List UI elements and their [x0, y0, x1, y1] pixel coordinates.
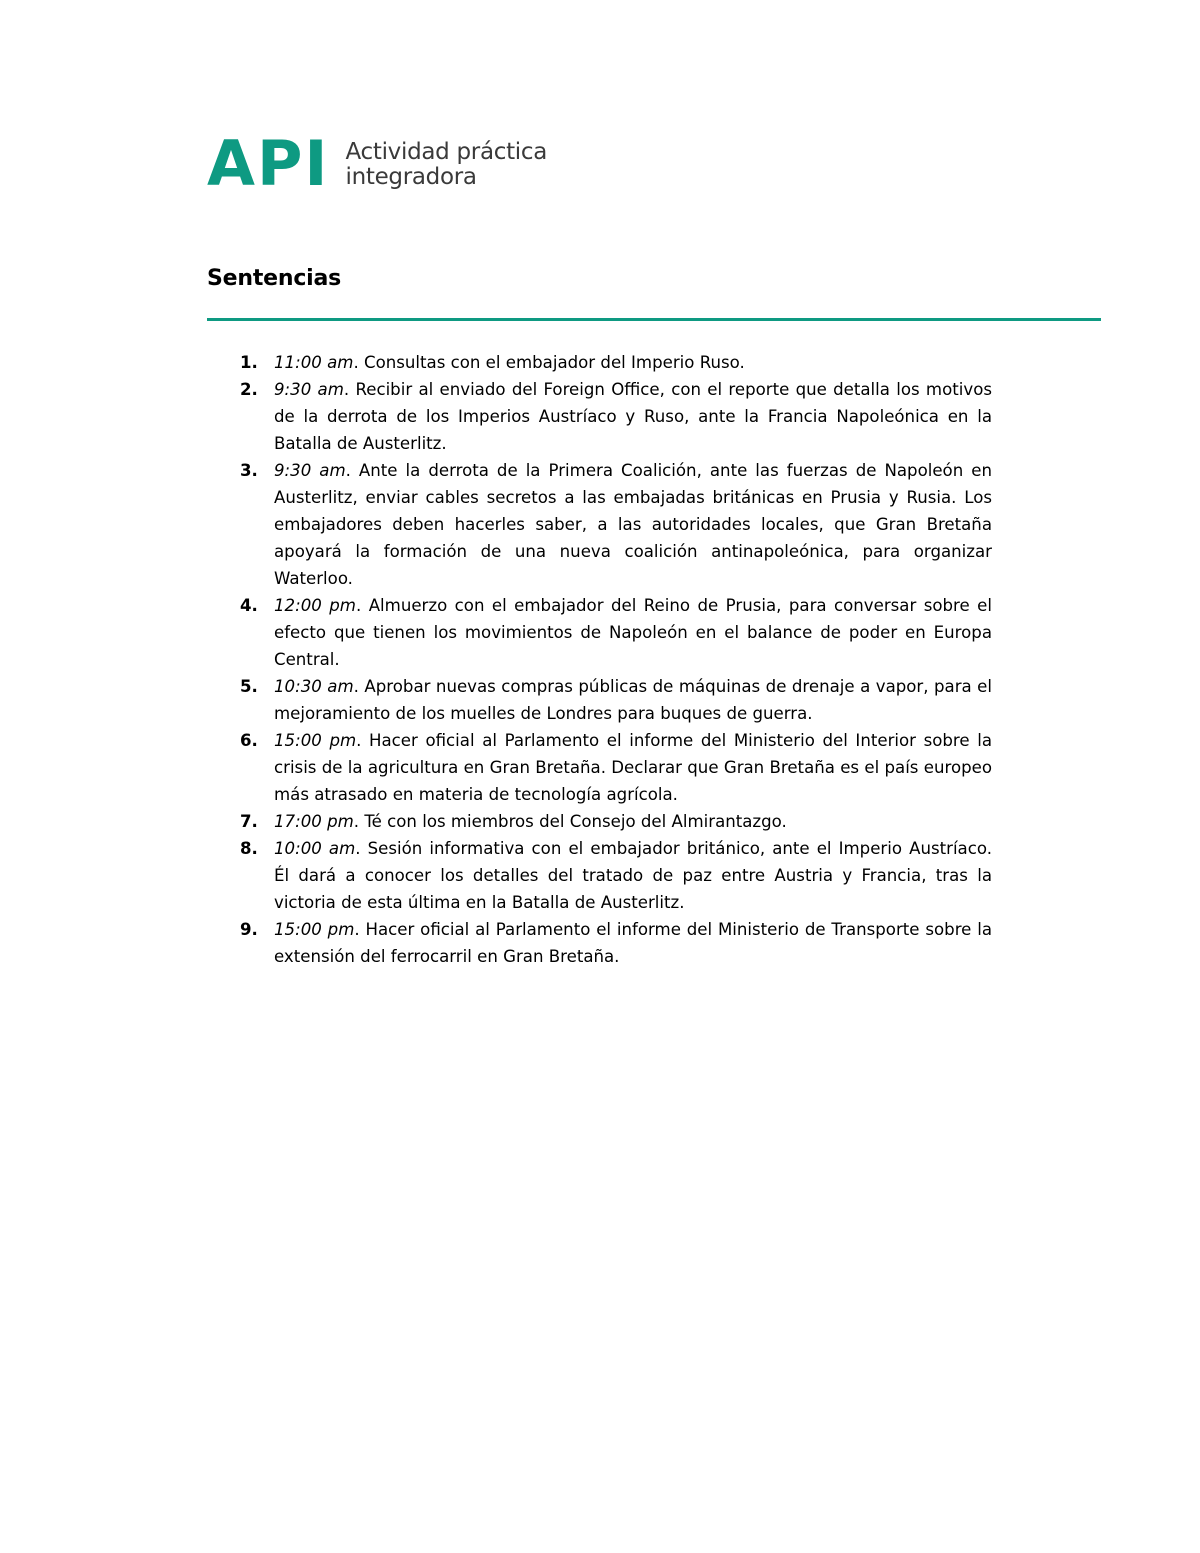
sentence-time: 15:00 pm: [274, 920, 355, 939]
sentence-number: 8.: [240, 839, 258, 858]
logo-subtitle: [346, 138, 548, 190]
sentence-item: [240, 808, 992, 835]
logo-subtitle-line-1: Actividad práctica: [345, 139, 548, 165]
sentence-time: 9:30 am: [274, 380, 344, 399]
sentence-text: . Sesión informativa con el embajador británico, ante el Imperio Austríaco. Él dará a conocer los detalles del tratado de paz entre Austria y Francia, tras la victoria de esta última en la Batalla de Austerlitz.: [274, 839, 992, 912]
sentence-text: . Almuerzo con el embajador del Reino de Prusia, para conversar sobre el efecto que tienen los movimientos de Napoleón en el balance de poder en Europa Central.: [274, 596, 992, 669]
sentence-text: . Aprobar nuevas compras públicas de máquinas de drenaje a vapor, para el mejoramiento de los muelles de Londres para buques de guerra.: [274, 677, 993, 723]
sentence-number: 1.: [240, 353, 258, 372]
sentence-text: . Hacer oficial al Parlamento el informe del Ministerio de Transporte sobre la extensión del ferrocarril en Gran Bretaña.: [274, 920, 992, 966]
sentence-item: [240, 457, 992, 592]
section-title: Sentencias: [207, 266, 342, 291]
sentences-list: [240, 349, 992, 970]
sentence-text: . Té con los miembros del Consejo del Almirantazgo.: [353, 812, 787, 831]
sentence-item: [240, 349, 992, 376]
sentence-body: [274, 592, 992, 673]
sentence-time: 17:00 pm: [274, 812, 354, 831]
sentence-text: . Hacer oficial al Parlamento el informe del Ministerio del Interior sobre la crisis de la agricultura en Gran Bretaña. Declarar que Gran Bretaña es el país europeo más atrasado en materia de tecnología agrícola.: [274, 731, 992, 804]
sentence-number: 7.: [240, 812, 258, 831]
sentence-time: 12:00 pm: [274, 596, 356, 615]
sentence-text: . Consultas con el embajador del Imperio Ruso.: [353, 353, 745, 372]
sentence-time: 10:30 am: [274, 677, 354, 696]
sentence-body: [274, 727, 992, 808]
sentence-body: [274, 457, 992, 592]
sentence-body: [274, 916, 992, 970]
sentence-number: 2.: [240, 380, 258, 399]
logo-subtitle-line-2: integradora: [345, 164, 477, 190]
sentence-body: [274, 376, 992, 457]
section-divider: [207, 318, 1101, 321]
sentence-number: 4.: [240, 596, 258, 615]
sentence-number: 3.: [240, 461, 258, 480]
sentence-body: [274, 808, 992, 835]
sentence-body: [274, 349, 992, 376]
sentence-number: 9.: [240, 920, 258, 939]
sentence-time: 15:00 pm: [274, 731, 357, 750]
sentence-text: . Ante la derrota de la Primera Coalición, ante las fuerzas de Napoleón en Austerlitz, enviar cables secretos a las embajadas británicas en Prusia y Rusia. Los embajadores deben hacerles saber, a las autoridades locales, que Gran Bretaña apoyará la formación de una nueva coalición antinapoleónica, para organizar Waterloo.: [274, 461, 992, 588]
sentence-item: [240, 727, 992, 808]
sentence-item: [240, 916, 992, 970]
sentence-body: [274, 835, 992, 916]
api-logo: [207, 127, 548, 200]
sentence-item: [240, 592, 992, 673]
sentence-text: . Recibir al enviado del Foreign Office, con el reporte que detalla los motivos de la derrota de los Imperios Austríaco y Ruso, ante la Francia Napoleónica en la Batalla de Austerlitz.: [274, 380, 992, 453]
sentence-item: [240, 673, 992, 727]
sentence-item: [240, 376, 992, 457]
sentence-body: [274, 673, 992, 727]
sentence-number: 6.: [240, 731, 258, 750]
logo-mark: API: [207, 127, 330, 200]
sentence-time: 10:00 am: [274, 839, 356, 858]
sentence-number: 5.: [240, 677, 258, 696]
sentence-item: [240, 835, 992, 916]
sentence-time: 11:00 am: [274, 353, 354, 372]
sentence-time: 9:30 am: [274, 461, 346, 480]
